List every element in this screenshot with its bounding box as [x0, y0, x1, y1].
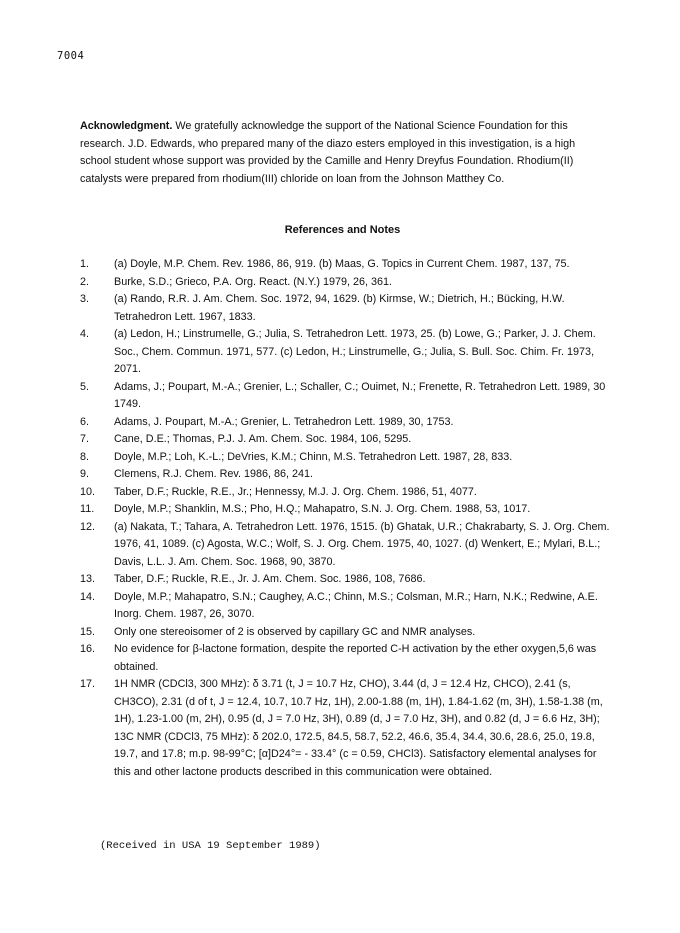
acknowledgment-paragraph — [80, 118, 605, 188]
reference-item — [80, 326, 610, 379]
reference-number: 13. — [80, 573, 96, 585]
reference-text: (a) Nakata, T.; Tahara, A. Tetrahedron Lett. 1976, 1515. (b) Ghatak, U.R.; Chakrabarty, S. J. Org. Chem. 1976, 41, 1089. (c) Agosta, W.C.; Wolf, S. J. Org. Chem. 1975, 40, 1027. (d) Wenkert, E.; Mylari, B.L.; Davis, L.L. J. Am. Chem. Soc. 1968, 90, 3870. — [114, 520, 610, 568]
reference-item — [80, 641, 610, 676]
reference-number: 1. — [80, 258, 90, 270]
reference-item — [80, 449, 610, 467]
reference-number: 4. — [80, 328, 90, 340]
reference-number: 9. — [80, 468, 90, 480]
reference-text: Doyle, M.P.; Loh, K.-L.; DeVries, K.M.; Chinn, M.S. Tetrahedron Lett. 1987, 28, 833. — [114, 450, 513, 463]
reference-text: Adams, J.; Poupart, M.-A.; Grenier, L.; Schaller, C.; Ouimet, N.; Frenette, R. Tetrahedron Lett. 1989, 30 1749. — [114, 380, 606, 410]
reference-item — [80, 676, 610, 781]
reference-text: 1H NMR (CDCl3, 300 MHz): δ 3.71 (t, J = 10.7 Hz, CHO), 3.44 (d, J = 12.4 Hz, CHCO), 2.41 (s, CH3CO), 2.31 (d of t, J = 12.4, 10.7, 10.7 Hz, 1H), 2.00-1.88 (m, 1H), 1.84-1.62 (m, 3H), 1.58-1.38 (m, 1H), 1.23-1.00 (m, 2H), 0.95 (d, J = 7.0 Hz, 3H), 0.89 (d, J = 7.0 Hz, 3H), and 0.82 (d, J = 6.6 Hz, 3H); 13C NMR (CDCl3, 75 MHz): δ 202.0, 172.5, 84.5, 58.7, 52.2, 46.6, 35.4, 34.4, 30.6, 28.6, 25.0, 19.8, 19.7, and 17.8; m.p. 98-99°C; [α]D24°= - 33.4° (c = 0.59, CHCl3). Satisfactory elemental analyses for this and other lactone products described in this communication were obtained. — [114, 678, 603, 778]
references-heading: References and Notes — [284, 224, 401, 236]
reference-item — [80, 274, 610, 292]
reference-number: 14. — [80, 590, 96, 603]
reference-item — [80, 589, 610, 624]
reference-number: 17. — [80, 678, 96, 690]
reference-number: 8. — [80, 450, 90, 463]
reference-number: 5. — [80, 380, 90, 393]
reference-item — [80, 501, 610, 519]
reference-item — [80, 379, 610, 414]
reference-item — [80, 256, 610, 274]
acknowledgment-text: We gratefully acknowledge the support of the National Science Foundation for this research. J.D. Edwards, who prepared many of the diazo esters employed in this investigation, is a high school student whose support was provided by the Camille and Henry Dreyfus Foundation. Rhodium(II) catalysts were prepared from rhodium(III) chloride on loan from the Johnson Matthey Co. — [80, 120, 576, 185]
reference-text: Taber, D.F.; Ruckle, R.E., Jr. J. Am. Chem. Soc. 1986, 108, 7686. — [114, 573, 426, 585]
reference-item — [80, 414, 610, 432]
reference-text: (a) Rando, R.R. J. Am. Chem. Soc. 1972, 94, 1629. (b) Kirmse, W.; Dietrich, H.; Bücking, H.W. Tetrahedron Lett. 1967, 1833. — [114, 293, 565, 323]
reference-item — [80, 624, 610, 642]
reference-item — [80, 519, 610, 572]
reference-text: Clemens, R.J. Chem. Rev. 1986, 86, 241. — [114, 468, 314, 480]
reference-number: 15. — [80, 625, 96, 638]
reference-list — [80, 256, 610, 781]
reference-item — [80, 431, 610, 449]
reference-number: 7. — [80, 433, 90, 445]
reference-item — [80, 291, 610, 326]
reference-text: Cane, D.E.; Thomas, P.J. J. Am. Chem. Soc. 1984, 106, 5295. — [114, 433, 412, 445]
reference-text: (a) Doyle, M.P. Chem. Rev. 1986, 86, 919. (b) Maas, G. Topics in Current Chem. 1987, 137, 75. — [114, 258, 570, 270]
reference-text: No evidence for β-lactone formation, despite the reported C-H activation by the ether oxygen,5,6 was obtained. — [114, 643, 597, 673]
reference-text: (a) Ledon, H.; Linstrumelle, G.; Julia, S. Tetrahedron Lett. 1973, 25. (b) Lowe, G.; Parker, J. J. Chem. Soc., Chem. Commun. 1971, 577. (c) Ledon, H.; Linstrumelle, G.; Julia, S. Bull. Soc. Chim. Fr. 1973, 2071. — [114, 328, 596, 375]
reference-item — [80, 466, 610, 484]
reference-text: Doyle, M.P.; Mahapatro, S.N.; Caughey, A.C.; Chinn, M.S.; Colsman, M.R.; Harn, N.K.; Redwine, A.E. Inorg. Chem. 1987, 26, 3070. — [114, 590, 598, 620]
reference-text: Burke, S.D.; Grieco, P.A. Org. React. (N.Y.) 1979, 26, 361. — [114, 275, 393, 288]
reference-number: 10. — [80, 485, 96, 498]
acknowledgment-heading: Acknowledgment. — [80, 120, 173, 132]
reference-number: 12. — [80, 520, 96, 533]
reference-number: 3. — [80, 293, 90, 305]
reference-item — [80, 571, 610, 589]
reference-item — [80, 484, 610, 502]
reference-text: Adams, J. Poupart, M.-A.; Grenier, L. Tetrahedron Lett. 1989, 30, 1753. — [114, 415, 454, 428]
reference-number: 6. — [80, 415, 90, 428]
reference-number: 16. — [80, 643, 96, 655]
received-date: (Received in USA 19 September 1989) — [100, 840, 321, 852]
reference-text: Doyle, M.P.; Shanklin, M.S.; Pho, H.Q.; Mahapatro, S.N. J. Org. Chem. 1988, 53, 1017. — [114, 503, 531, 515]
reference-number: 2. — [80, 275, 90, 288]
reference-text: Only one stereoisomer of 2 is observed by capillary GC and NMR analyses. — [114, 625, 476, 638]
page-number: 7004 — [57, 50, 85, 62]
reference-number: 11. — [80, 503, 95, 515]
reference-text: Taber, D.F.; Ruckle, R.E., Jr.; Hennessy, M.J. J. Org. Chem. 1986, 51, 4077. — [114, 485, 477, 498]
